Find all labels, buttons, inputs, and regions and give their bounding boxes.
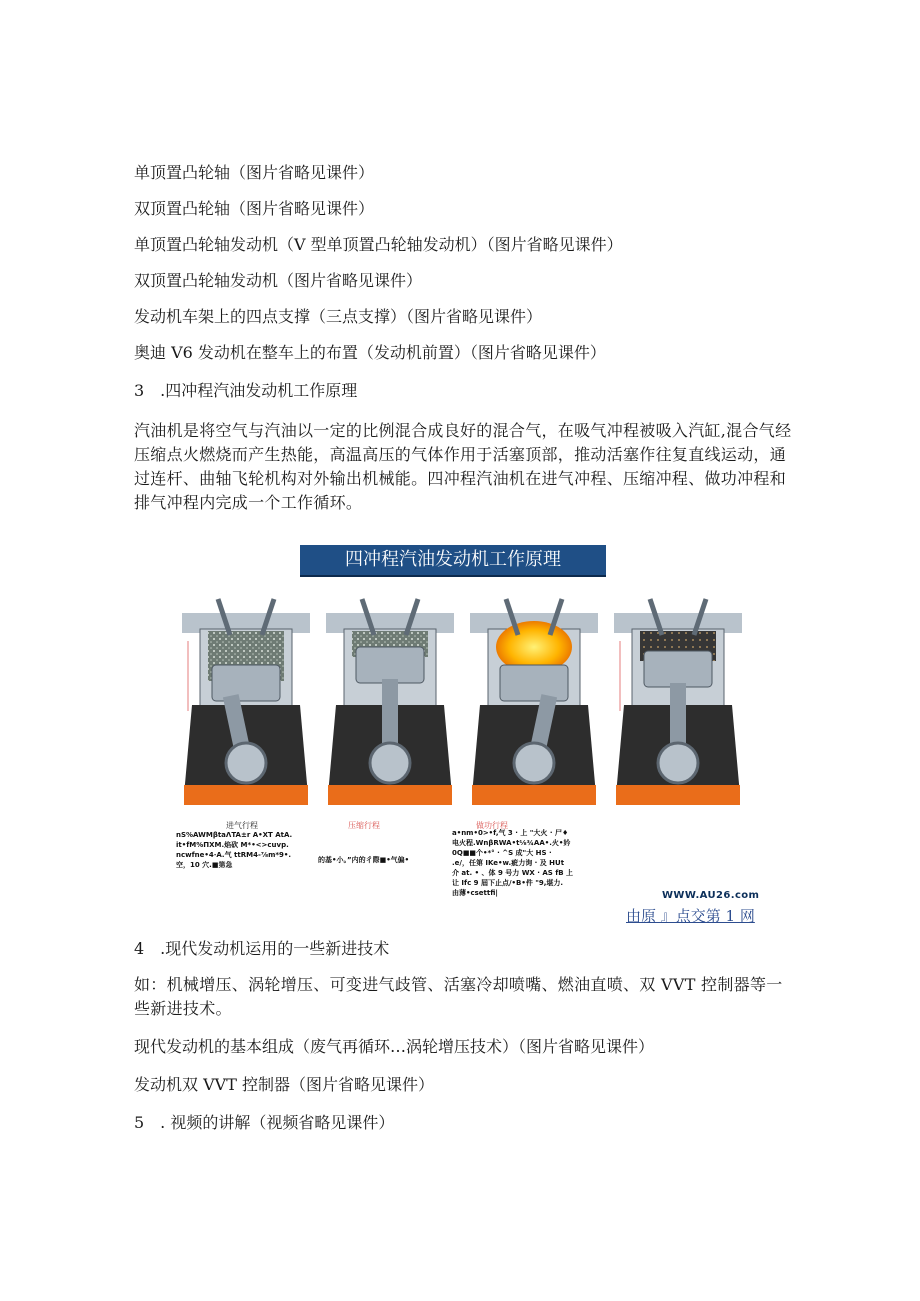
engine-stroke-figure xyxy=(176,545,770,925)
cylinder-intake xyxy=(182,599,310,805)
power-note: a•nm•0>•f,气 3 · 上 "大火 · 尸♦ 电火程.WnβRWA•t⅛¾AA•.火•妗 0Q■■个•*° · ^S 成"大 HS · .e/，任第 IKe•w.疵力询 · 及 HUt 介 at. • 、体 9 号力 WX · AS fB 上 让 Ifc 9 屆下止点/•B•件 "9,堪力. 由薄•csettfi| xyxy=(452,829,574,897)
text-line: 奥迪 V6 发动机在整车上的布置（发动机前置）（图片省略见课件） xyxy=(134,343,606,362)
text-line: 单顶置凸轮轴（图片省略见课件） xyxy=(134,163,375,182)
intake-note: nS%AWMβtaΛTA±r A•XT AtA. it•fM%ΠXM.焰砍 M*•<>cuvp. ncwfne•4∙A.气 ttRM4-⅞m*9•. 空，10 穴.■第急 xyxy=(176,831,293,869)
section-heading: 5 . 视频的讲解（视频省略见课件） xyxy=(134,1113,395,1132)
body-paragraph: 如：机械增压、涡轮增压、可变进气歧管、活塞冷却喷嘴、燃油直喷、双 VVT 控制器等一些新进技术。 xyxy=(134,975,783,1018)
text-line: 现代发动机的基本组成（废气再循环…涡轮增压技术）（图片省略见课件） xyxy=(134,1037,655,1056)
cylinder-compression xyxy=(326,599,454,805)
website-watermark: WWW.AU26.com xyxy=(662,890,760,901)
figure-title: 四冲程汽油发动机工作原理 xyxy=(300,545,606,577)
text-line: 发动机车架上的四点支撑（三点支撑）（图片省略见课件） xyxy=(134,307,543,326)
text-line: 双顶置凸轮轴发动机（图片省略见课件） xyxy=(134,271,423,290)
label-power: 做功行程 xyxy=(476,821,508,830)
body-paragraph: 汽油机是将空气与汽油以一定的比例混合成良好的混合气，在吸气冲程被吸入汽缸,混合气经压缩点火燃烧而产生热能，高温高压的气体作用于活塞顶部，推动活塞作往复直线运动，通过连杆、曲轴飞轮机构对外输出机械能。四冲程汽油机在进气冲程、压缩冲程、做功冲程和排气冲程内完成一个工作循环。 xyxy=(134,421,792,512)
engine-cylinders-illustration xyxy=(176,595,770,865)
source-link[interactable]: 由原 』点交第 1 网 xyxy=(626,907,755,925)
label-compression: 压缩行程 xyxy=(348,821,380,830)
section-heading: 3 .四冲程汽油发动机工作原理 xyxy=(134,381,358,400)
section-heading: 4 .现代发动机运用的一些新进技术 xyxy=(134,939,390,958)
compression-note: 的基•小。”内的彳際■•气偏• xyxy=(318,856,410,864)
text-line: 双顶置凸轮轴（图片省略见课件） xyxy=(134,199,375,218)
label-intake: 进气行程 xyxy=(226,821,258,830)
cylinder-power xyxy=(470,599,598,805)
text-line: 发动机双 VVT 控制器（图片省略见课件） xyxy=(134,1075,434,1094)
cylinder-exhaust xyxy=(614,599,742,805)
text-line: 单顶置凸轮轴发动机（V 型单顶置凸轮轴发动机）（图片省略见课件） xyxy=(134,235,623,254)
